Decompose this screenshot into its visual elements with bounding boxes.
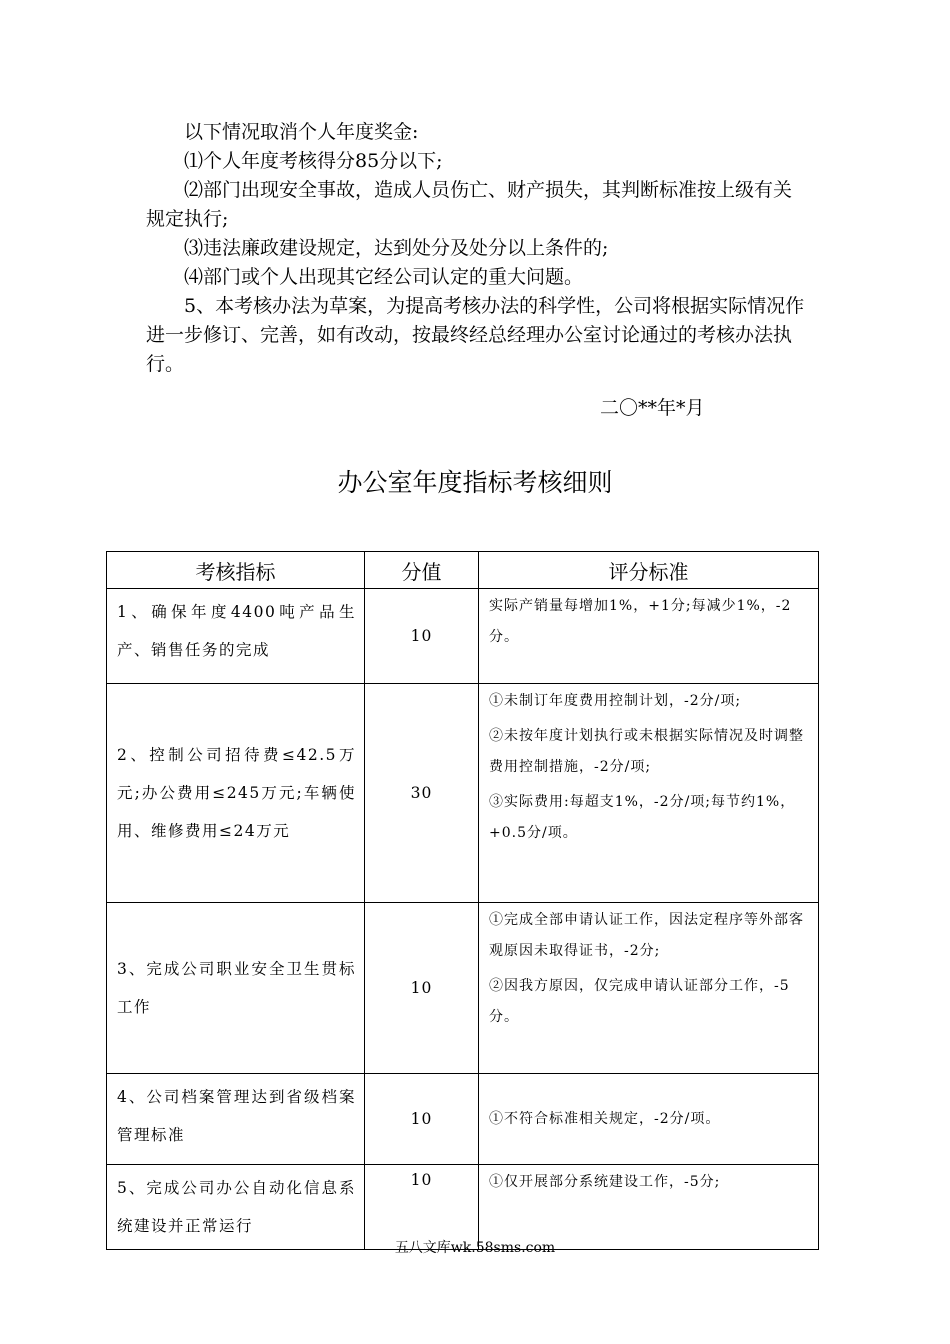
score-cell: 30 <box>365 684 479 903</box>
criteria-cell <box>479 589 819 684</box>
table-row <box>107 1165 819 1250</box>
intro-line: ⑴个人年度考核得分85分以下; <box>184 150 443 172</box>
criteria-item: ②因我方原因，仅完成申请认证部分工作，-5分。 <box>489 978 790 1025</box>
criteria-item: ①未制订年度费用控制计划，-2分/项; <box>489 693 742 709</box>
intro-line: 5、本考核办法为草案，为提高考核办法的科学性，公司将根据实际情况作进一步修订、完善，如有改动，按最终经总经理办公室讨论通过的考核办法执行。 <box>146 295 805 375</box>
criteria-cell <box>479 684 819 903</box>
score-cell: 10 <box>365 903 479 1074</box>
table-row <box>107 589 819 684</box>
criteria-cell <box>479 903 819 1074</box>
page-title: 办公室年度指标考核细则 <box>337 468 613 497</box>
document-date: 二〇**年*月 <box>600 397 705 419</box>
footer-watermark: 五八文库wk.58sms.com <box>394 1240 556 1256</box>
table-row <box>107 1074 819 1165</box>
intro-line: ⑶违法廉政建设规定，达到处分及处分以上条件的; <box>184 237 609 259</box>
table-row <box>107 684 819 903</box>
criteria-item: ②未按年度计划执行或未根据实际情况及时调整费用控制措施，-2分/项; <box>489 728 804 775</box>
intro-line: ⑵部门出现安全事故，造成人员伤亡、财产损失，其判断标准按上级有关规定执行; <box>146 179 793 230</box>
score-cell: 10 <box>365 1074 479 1165</box>
criteria-item: ①完成全部申请认证工作，因法定程序等外部客观原因未取得证书，-2分; <box>489 912 804 959</box>
assessment-table <box>106 551 819 1250</box>
indicator-cell: 3、完成公司职业安全卫生贯标工作 <box>107 903 365 1074</box>
indicator-cell: 2、控制公司招待费≤42.5万元;办公费用≤245万元;车辆使用、维修费用≤24万元 <box>107 684 365 903</box>
criteria-item: ①仅开展部分系统建设工作，-5分; <box>489 1174 721 1190</box>
indicator-cell: 1、确保年度4400吨产品生产、销售任务的完成 <box>107 589 365 684</box>
criteria-item: ③实际费用:每超支1%，-2分/项;每节约1%，+0.5分/项。 <box>489 794 796 841</box>
intro-line: 以下情况取消个人年度奖金: <box>184 121 419 143</box>
criteria-cell <box>479 1074 819 1165</box>
indicator-cell: 5、完成公司办公自动化信息系统建设并正常运行 <box>107 1165 365 1250</box>
table-row <box>107 903 819 1074</box>
criteria-item: ①不符合标准相关规定，-2分/项。 <box>489 1110 721 1127</box>
intro-section <box>146 118 806 379</box>
header-indicator: 考核指标 <box>107 552 365 589</box>
intro-line: ⑷部门或个人出现其它经公司认定的重大问题。 <box>184 266 584 288</box>
table-header-row <box>107 552 819 589</box>
score-cell: 10 <box>365 1165 479 1250</box>
indicator-cell: 4、公司档案管理达到省级档案管理标准 <box>107 1074 365 1165</box>
header-criteria: 评分标准 <box>479 552 819 589</box>
criteria-cell <box>479 1165 819 1250</box>
header-score: 分值 <box>365 552 479 589</box>
criteria-item: 实际产销量每增加1%，+1分;每减少1%，-2分。 <box>489 598 792 645</box>
score-cell: 10 <box>365 589 479 684</box>
